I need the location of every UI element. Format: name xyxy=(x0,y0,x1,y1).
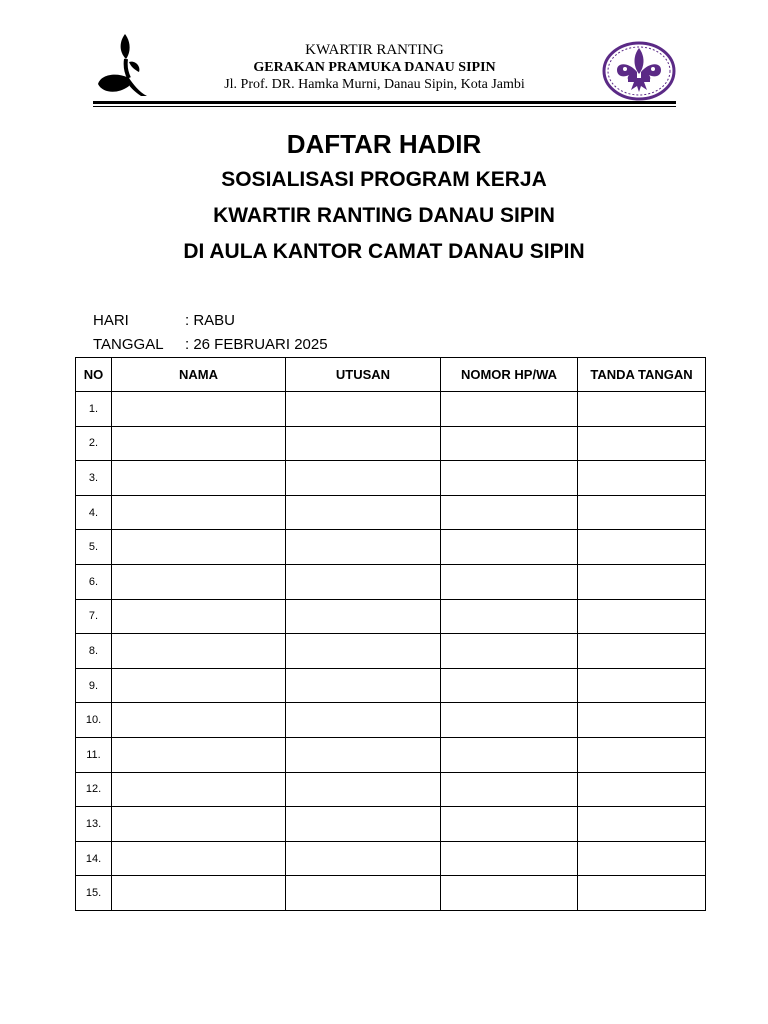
signature-cell[interactable] xyxy=(578,530,706,565)
phone-cell[interactable] xyxy=(441,599,578,634)
table-row xyxy=(76,807,706,842)
name-cell[interactable] xyxy=(112,807,286,842)
tunas-kelapa-logo-icon xyxy=(95,32,151,98)
signature-cell[interactable] xyxy=(578,841,706,876)
delegation-cell[interactable] xyxy=(286,426,441,461)
subtitle-location: DI AULA KANTOR CAMAT DANAU SIPIN xyxy=(183,240,585,263)
header-utusan: UTUSAN xyxy=(286,358,441,392)
date-value: : 26 FEBRUARI 2025 xyxy=(185,336,328,353)
subtitle-event: SOSIALISASI PROGRAM KERJA xyxy=(221,168,547,191)
name-cell[interactable] xyxy=(112,634,286,669)
letterhead-line2: GERAKAN PRAMUKA DANAU SIPIN xyxy=(253,60,496,75)
delegation-cell[interactable] xyxy=(286,703,441,738)
info-row-date xyxy=(93,333,328,357)
signature-cell[interactable] xyxy=(578,461,706,496)
signature-cell[interactable] xyxy=(578,668,706,703)
delegation-cell[interactable] xyxy=(286,668,441,703)
row-number: 8. xyxy=(76,634,112,669)
table-row xyxy=(76,737,706,772)
table-row xyxy=(76,668,706,703)
signature-cell[interactable] xyxy=(578,772,706,807)
table-row xyxy=(76,634,706,669)
name-cell[interactable] xyxy=(112,461,286,496)
name-cell[interactable] xyxy=(112,495,286,530)
row-number: 6. xyxy=(76,564,112,599)
event-info xyxy=(93,309,328,357)
signature-cell[interactable] xyxy=(578,737,706,772)
table-body xyxy=(76,392,706,911)
phone-cell[interactable] xyxy=(441,876,578,911)
phone-cell[interactable] xyxy=(441,668,578,703)
signature-cell[interactable] xyxy=(578,807,706,842)
table-row xyxy=(76,426,706,461)
name-cell[interactable] xyxy=(112,703,286,738)
delegation-cell[interactable] xyxy=(286,599,441,634)
name-cell[interactable] xyxy=(112,599,286,634)
row-number: 5. xyxy=(76,530,112,565)
table-row xyxy=(76,703,706,738)
header-tanda-tangan: TANDA TANGAN xyxy=(578,358,706,392)
attendance-table xyxy=(75,357,706,911)
delegation-cell[interactable] xyxy=(286,392,441,427)
phone-cell[interactable] xyxy=(441,564,578,599)
delegation-cell[interactable] xyxy=(286,530,441,565)
letterhead-text xyxy=(153,42,596,93)
row-number: 14. xyxy=(76,841,112,876)
letterhead xyxy=(93,28,676,108)
table-row xyxy=(76,461,706,496)
delegation-cell[interactable] xyxy=(286,495,441,530)
phone-cell[interactable] xyxy=(441,807,578,842)
name-cell[interactable] xyxy=(112,530,286,565)
table-row xyxy=(76,772,706,807)
table-header-row xyxy=(76,358,706,392)
row-number: 3. xyxy=(76,461,112,496)
name-cell[interactable] xyxy=(112,668,286,703)
row-number: 4. xyxy=(76,495,112,530)
delegation-cell[interactable] xyxy=(286,807,441,842)
row-number: 2. xyxy=(76,426,112,461)
day-value: : RABU xyxy=(185,312,236,329)
document-titles xyxy=(0,126,768,270)
letterhead-address: Jl. Prof. DR. Hamka Murni, Danau Sipin, Kota Jambi xyxy=(224,77,525,92)
row-number: 9. xyxy=(76,668,112,703)
signature-cell[interactable] xyxy=(578,564,706,599)
signature-cell[interactable] xyxy=(578,392,706,427)
header-no: NO xyxy=(76,358,112,392)
row-number: 1. xyxy=(76,392,112,427)
table-row xyxy=(76,599,706,634)
table-row xyxy=(76,564,706,599)
name-cell[interactable] xyxy=(112,737,286,772)
phone-cell[interactable] xyxy=(441,841,578,876)
name-cell[interactable] xyxy=(112,426,286,461)
phone-cell[interactable] xyxy=(441,461,578,496)
info-row-day xyxy=(93,309,328,333)
subtitle-organization: KWARTIR RANTING DANAU SIPIN xyxy=(213,204,555,227)
delegation-cell[interactable] xyxy=(286,841,441,876)
table-row xyxy=(76,841,706,876)
row-number: 10. xyxy=(76,703,112,738)
letterhead-line1: KWARTIR RANTING xyxy=(305,42,444,58)
phone-cell[interactable] xyxy=(441,392,578,427)
signature-cell[interactable] xyxy=(578,876,706,911)
phone-cell[interactable] xyxy=(441,634,578,669)
delegation-cell[interactable] xyxy=(286,772,441,807)
row-number: 13. xyxy=(76,807,112,842)
signature-cell[interactable] xyxy=(578,495,706,530)
phone-cell[interactable] xyxy=(441,495,578,530)
row-number: 12. xyxy=(76,772,112,807)
phone-cell[interactable] xyxy=(441,737,578,772)
name-cell[interactable] xyxy=(112,772,286,807)
name-cell[interactable] xyxy=(112,564,286,599)
signature-cell[interactable] xyxy=(578,703,706,738)
row-number: 15. xyxy=(76,876,112,911)
name-cell[interactable] xyxy=(112,841,286,876)
header-nama: NAMA xyxy=(112,358,286,392)
name-cell[interactable] xyxy=(112,392,286,427)
signature-cell[interactable] xyxy=(578,426,706,461)
delegation-cell[interactable] xyxy=(286,564,441,599)
header-nomor-hp: NOMOR HP/WA xyxy=(441,358,578,392)
signature-cell[interactable] xyxy=(578,634,706,669)
name-cell[interactable] xyxy=(112,876,286,911)
signature-cell[interactable] xyxy=(578,599,706,634)
letterhead-divider-thin xyxy=(93,106,676,107)
row-number: 7. xyxy=(76,599,112,634)
phone-cell[interactable] xyxy=(441,772,578,807)
delegation-cell[interactable] xyxy=(286,737,441,772)
scout-fleur-de-lis-emblem-icon xyxy=(601,40,677,102)
page-title: DAFTAR HADIR xyxy=(286,129,482,159)
table-row xyxy=(76,876,706,911)
row-number: 11. xyxy=(76,737,112,772)
day-label: HARI xyxy=(93,312,129,329)
table-row xyxy=(76,392,706,427)
phone-cell[interactable] xyxy=(441,703,578,738)
table-row xyxy=(76,495,706,530)
delegation-cell[interactable] xyxy=(286,876,441,911)
phone-cell[interactable] xyxy=(441,530,578,565)
letterhead-divider-thick xyxy=(93,101,676,104)
date-label: TANGGAL xyxy=(93,336,164,353)
table-row xyxy=(76,530,706,565)
phone-cell[interactable] xyxy=(441,426,578,461)
delegation-cell[interactable] xyxy=(286,634,441,669)
delegation-cell[interactable] xyxy=(286,461,441,496)
